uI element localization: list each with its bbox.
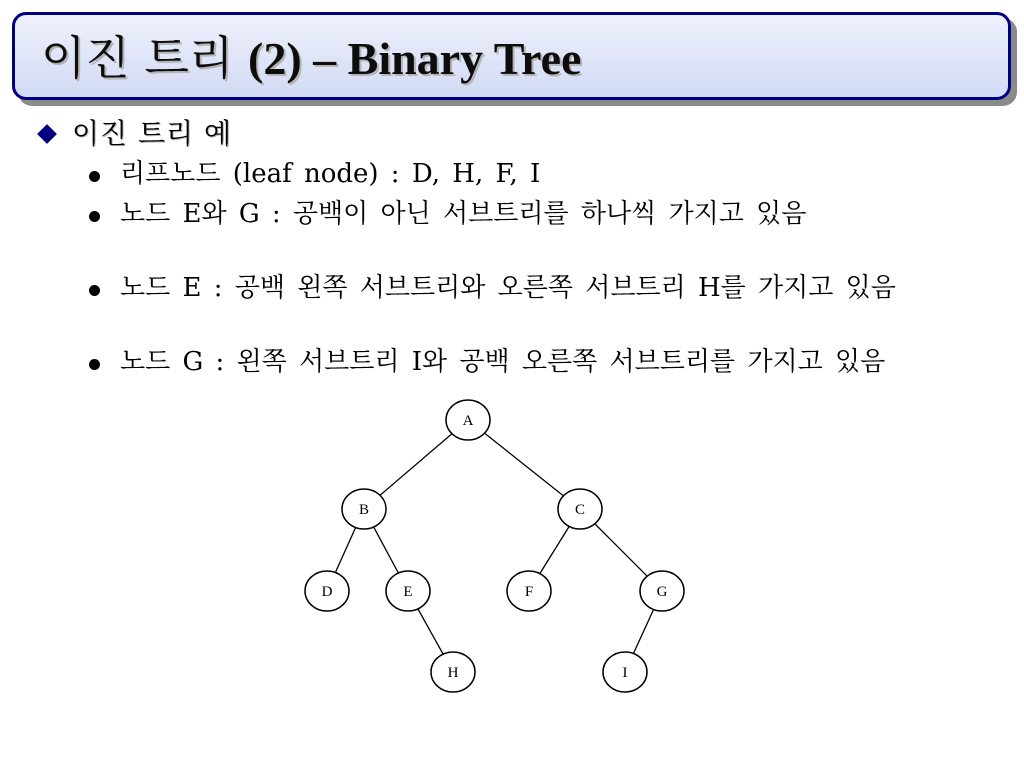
main-bullet-label: 이진 트리 예 <box>72 117 233 150</box>
tree-nodes <box>305 400 684 692</box>
tree-node-e <box>386 571 430 611</box>
tree-node-h <box>431 652 475 692</box>
tree-node-d <box>305 571 349 611</box>
bullet-item-text: 리프노드 (leaf node) : D, H, F, I <box>120 159 541 189</box>
tree-node-a <box>446 400 490 440</box>
slide-title-english: (2) – Binary Tree <box>248 33 582 84</box>
tree-edges <box>327 420 662 672</box>
tree-node-label: G <box>656 584 668 600</box>
tree-node-b <box>342 489 386 529</box>
bullet-item-text: 노드 E : 공백 왼쪽 서브트리와 오른쪽 서브트리 H를 가지고 있음 <box>120 273 896 303</box>
tree-node-label: C <box>574 502 586 518</box>
tree-node-label: F <box>524 584 534 600</box>
tree-node-label: I <box>622 665 628 681</box>
tree-node-c <box>558 489 602 529</box>
slide-title-korean: 이진 트리 <box>41 31 234 85</box>
tree-node-f <box>507 571 551 611</box>
tree-node-g <box>640 571 684 611</box>
tree-node-label: E <box>403 584 413 600</box>
tree-node-label: H <box>447 665 459 681</box>
tree-node-label: B <box>358 502 370 518</box>
tree-node-label: A <box>462 413 474 429</box>
bullet-item-text: 노드 E와 G : 공백이 아닌 서브트리를 하나씩 가지고 있음 <box>120 199 807 229</box>
tree-node-i <box>603 652 647 692</box>
bullet-item-text: 노드 G : 왼쪽 서브트리 I와 공백 오른쪽 서브트리를 가지고 있음 <box>120 347 886 377</box>
tree-node-label: D <box>321 584 333 600</box>
